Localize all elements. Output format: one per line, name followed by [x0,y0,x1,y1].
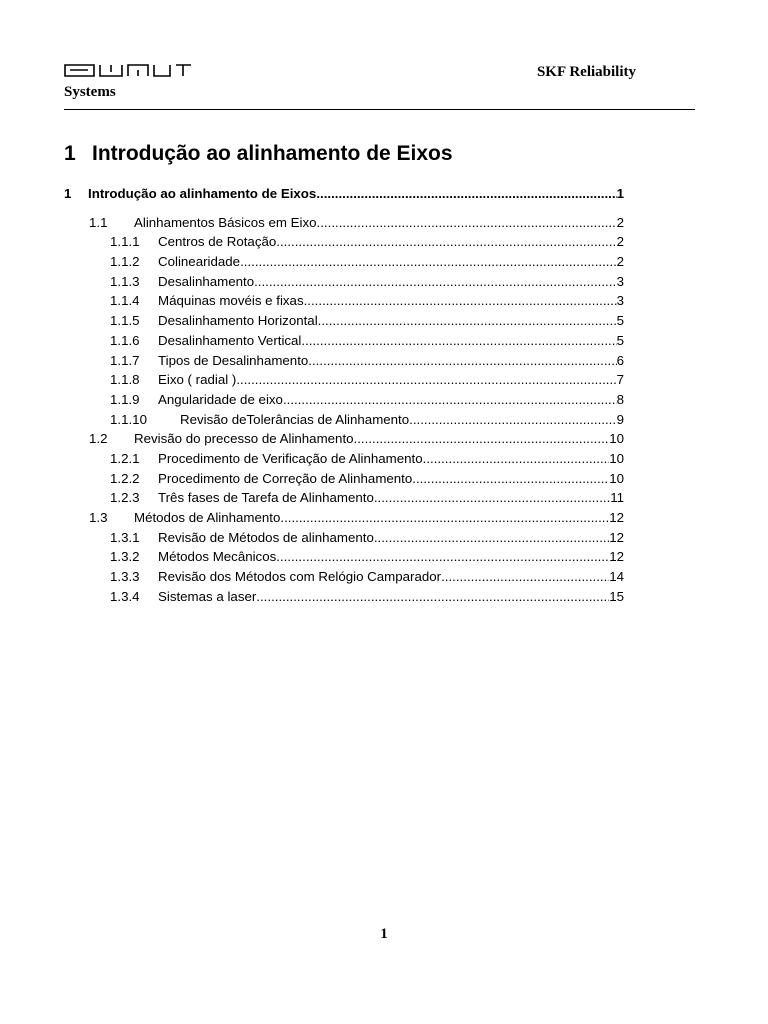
toc-dot-leader [256,587,609,607]
toc-entry-page: 8 [616,391,624,407]
toc-entry-page: 15 [609,588,624,604]
toc-entry[interactable] [64,184,624,204]
toc-entry-title: Angularidade de eixo [158,391,283,407]
toc-entry[interactable] [64,291,624,311]
toc-entry-number: 1.1.9 [110,391,140,407]
toc-entry-page: 9 [616,411,624,427]
toc-dot-leader [317,213,617,233]
toc-entry-title: Desalinhamento Horizontal [158,313,318,329]
toc-dot-leader [308,351,616,371]
toc-dot-leader [374,528,609,548]
toc-entry[interactable] [64,469,624,489]
toc-entry-page: 3 [616,293,624,309]
toc-entry-number: 1.2.3 [110,490,140,506]
toc-entry-page: 5 [616,313,624,329]
toc-dot-leader [301,331,616,351]
toc-entry-title: Introdução ao alinhamento de Eixos [88,186,317,201]
toc-entry[interactable] [64,547,624,567]
toc-dot-leader [409,410,616,430]
toc-dot-leader [354,429,610,449]
toc-entry-number: 1.2 [89,431,108,447]
toc-entry[interactable] [64,232,624,252]
toc-entry-title: Sistemas a laser [158,588,257,604]
page-number: 1 [380,926,388,942]
toc-entry-page: 10 [609,431,624,447]
toc-entry-title: Centros de Rotação [158,234,277,250]
toc-entry-title: Procedimento de Correção de Alinhamento [158,470,413,486]
toc-entry-number: 1.3.4 [110,588,140,604]
toc-entry[interactable] [64,351,624,371]
toc-entry[interactable] [64,410,624,430]
toc-entry-title: Desalinhamento [158,273,255,289]
toc-entry-title: Tipos de Desalinhamento [158,352,309,368]
toc-entry-number: 1 [64,186,72,201]
toc-dot-leader [304,291,617,311]
toc-entry-title: Máquinas movéis e fixas [158,293,304,309]
toc-entry-number: 1.1.10 [110,411,147,427]
toc-entry-number: 1.2.1 [110,450,140,466]
toc-dot-leader [240,252,617,272]
toc-entry-title: Alinhamentos Básicos em Eixo [134,214,317,230]
toc-entry[interactable] [64,587,624,607]
toc-dot-leader [318,311,617,331]
title-text: Introdução ao alinhamento de Eixos [92,142,453,165]
header-rule [64,109,695,110]
toc-entry[interactable] [64,370,624,390]
toc-entry[interactable] [64,528,624,548]
toc-entry[interactable] [64,429,624,449]
toc-entry-number: 1.3.1 [110,529,140,545]
toc-dot-leader [254,272,617,292]
toc-entry-number: 1.3.3 [110,569,140,585]
toc-dot-leader [276,547,609,567]
toc-entry-number: 1.1.8 [110,372,140,388]
toc-dot-leader [316,184,616,204]
toc-entry-page: 2 [616,214,624,230]
toc-entry-number: 1.3.2 [110,549,140,565]
toc-entry[interactable] [64,213,624,233]
toc-entry-page: 6 [616,352,624,368]
toc-entry-page: 12 [609,549,624,565]
toc-entry-title: Procedimento de Verificação de Alinhamento [158,450,423,466]
toc-dot-leader [280,508,609,528]
toc-entry-page: 12 [609,529,624,545]
toc-entry-page: 2 [616,234,624,250]
toc-entry[interactable] [64,311,624,331]
toc-entry-title: Três fases de Tarefa de Alinhamento [158,490,374,506]
company-logo-icon [64,62,192,78]
toc-dot-leader [276,232,616,252]
toc-dot-leader [236,370,616,390]
toc-entry-page: 5 [616,332,624,348]
page-title [64,140,453,168]
toc-dot-leader [412,469,609,489]
toc-entry-title: Métodos de Alinhamento [134,510,281,525]
brand-subtitle: Systems [64,84,116,100]
toc-entry-number: 1.1.3 [110,273,140,289]
toc-entry-number: 1.1.7 [110,352,140,368]
toc-entry-title: Desalinhamento Vertical [158,332,302,348]
toc-entry-page: 10 [609,450,624,466]
toc-entry-title: Revisão do precesso de Alinhamento [134,431,354,447]
toc-dot-leader [423,449,610,469]
toc-dot-leader [374,488,610,508]
toc-entry-number: 1.1.1 [110,234,140,250]
toc-entry[interactable] [64,508,624,528]
toc-entry[interactable] [64,252,624,272]
toc-entry[interactable] [64,449,624,469]
toc-entry-number: 1.1 [89,214,108,230]
toc-dot-leader [441,567,609,587]
toc-entry-title: Colinearidade [158,254,241,270]
toc-entry[interactable] [64,331,624,351]
toc-entry-title: Métodos Mecânicos [158,549,277,565]
toc-entry-number: 1.1.4 [110,293,140,309]
toc-entry[interactable] [64,272,624,292]
toc-entry-number: 1.1.6 [110,332,140,348]
toc-entry-page: 7 [616,372,624,388]
toc-entry-page: 10 [609,470,624,486]
brand-name: SKF Reliability [536,64,636,80]
toc-entry[interactable] [64,567,624,587]
toc-entry-title: Eixo ( radial ) [158,372,237,388]
toc-dot-leader [283,390,617,410]
toc-entry[interactable] [64,488,624,508]
toc-entry[interactable] [64,390,624,410]
toc-entry-title: Revisão dos Métodos com Relógio Camparador [158,569,442,585]
toc-entry-title: Revisão deTolerâncias de Alinhamento [180,411,410,427]
toc-entry-page: 11 [610,490,624,506]
toc-entry-page: 12 [609,510,624,525]
toc-entry-title: Revisão de Métodos de alinhamento [158,529,374,545]
toc-entry-number: 1.1.2 [110,254,140,270]
toc-entry-page: 1 [616,186,624,201]
toc-entry-page: 3 [616,273,624,289]
title-number: 1 [64,142,76,165]
table-of-contents [64,184,624,606]
toc-entry-number: 1.2.2 [110,470,140,486]
toc-entry-number: 1.3 [89,510,108,525]
toc-entry-page: 2 [616,254,624,270]
toc-entry-number: 1.1.5 [110,313,140,329]
toc-entry-page: 14 [609,569,624,585]
